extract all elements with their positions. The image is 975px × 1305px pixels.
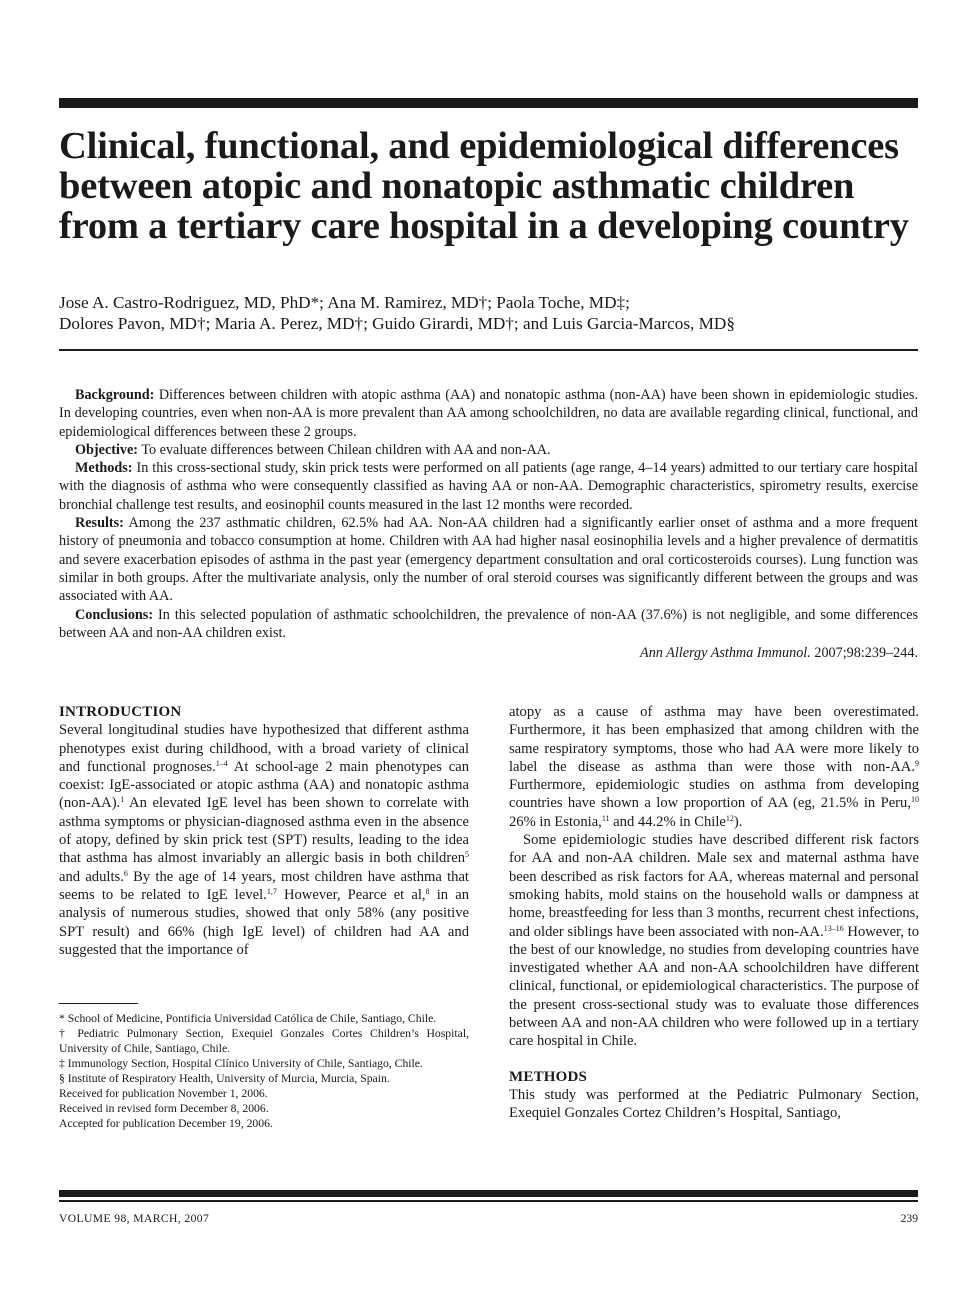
bottom-rule-thin [59,1200,918,1202]
reference: 1–4 [215,758,228,768]
text: 26% in Estonia, [509,813,602,830]
abstract-results [59,514,918,605]
footnote-affiliation: § Institute of Respiratory Health, University of Murcia, Murcia, Spain. [59,1072,390,1085]
intro-heading: INTRODUCTION [59,704,182,720]
abstract-conclusions [59,606,918,643]
footnote-affiliation: ‡ Immunology Section, Hospital Clínico University of Chile, Santiago, Chile. [59,1057,423,1070]
header-divider [59,349,918,351]
footnote-affiliation: * School of Medicine, Pontificia Universidad Católica de Chile, Santiago, Chile. [59,1012,437,1025]
left-column [59,703,469,959]
text: By the age of 14 years, most children have asthma that seems to be related to IgE level. [59,868,469,903]
reference: 13–16 [823,923,844,933]
text: However, Pearce et al, [276,886,426,903]
text: An elevated IgE level has been shown to correlate with asthma symptoms or physician-diagnosed asthma even in the absence of atopy, defined by skin prick test (SPT) results, leading to the idea that asthma has almost invariably an allergic basis in both children [59,795,469,867]
reference: 11 [601,813,610,823]
reference: 12 [725,813,734,823]
reference: 6 [123,868,128,878]
reference: 5 [465,850,469,860]
reference: 1 [120,795,125,805]
top-rule [59,98,918,108]
abstract-background [59,386,918,441]
abstract-objective [59,441,918,459]
text: and 44.2% in Chile [609,813,726,830]
volume-info: VOLUME 98, MARCH, 2007 [59,1212,210,1225]
author-list [59,292,929,334]
abstract-text: To evaluate differences between Chilean children with AA and non-AA. [141,441,551,458]
footnote-revised: Received in revised form December 8, 2006. [59,1102,269,1115]
text: Furthermore, epidemiologic studies on asthma from developing countries have shown a low proportion of AA (eg, 21.5% in Peru, [509,777,919,812]
text: atopy as a cause of asthma may have been overestimated. Furthermore, it has been emphasized that among children with the same respiratory symptoms, those who had AA were more likely to label the disease as asthma than were those with non-AA. [509,704,919,775]
text: Several longitudinal studies have hypothesized that different asthma phenotypes exist during childhood, with a broad variety of clinical and functional prognoses. [59,722,469,775]
reference: 8 [425,886,430,896]
abstract-label: Conclusions: [75,606,154,623]
footnote-accepted: Accepted for publication December 19, 2006. [59,1117,273,1130]
citation [59,644,918,662]
methods-paragraph-1: This study was performed at the Pediatric Pulmonary Section, Exequiel Gonzales Cortez Children’s Hospital, Santiago, [509,1086,919,1122]
abstract-label: Results: [75,515,124,532]
text: in an analysis of numerous studies, showed that only 58% (any positive SPT result) and 66% (high IgE level) of children had AA and suggested that the importance of [59,886,469,958]
intro-paragraph-1-continued [509,703,919,831]
article-title: Clinical, functional, and epidemiological differences between atopic and nonatopic asthmatic children from a tertiary care hospital in a developing country [59,125,909,247]
text: and adults. [59,868,124,885]
abstract-label: Methods: [75,460,133,477]
bottom-rule-thick [59,1190,918,1197]
abstract-text: Differences between children with atopic asthma (AA) and nonatopic asthma (non-AA) have been shown in epidemiologic studies. In developing countries, even when non-AA is more prevalent than AA among schoolchildren, no data are available regarding clinical, functional, and epidemiological differences between these 2 groups. [59,387,918,440]
citation-volume: 2007;98:239–244. [814,645,918,662]
author-line-2: Dolores Pavon, MD†; Maria A. Perez, MD†; Guido Girardi, MD†; and Luis Garcia-Marcos, MD§ [59,314,735,333]
author-line-1: Jose A. Castro-Rodriguez, MD, PhD*; Ana M. Ramirez, MD†; Paola Toche, MD‡; [59,293,630,312]
reference: 9 [915,758,919,768]
abstract-text: Among the 237 asthmatic children, 62.5% had AA. Non-AA children had a significantly earlier onset of asthma and a more frequent history of pneumonia and tobacco consumption at home. Children with AA had higher nasal eosinophilia levels and a higher prevalence of dermatitis and severe exacerbation episodes of asthma in the past year (emergency department consultation and oral corticosteroids courses). Lung function was similar in both groups. After the multivariate analysis, only the number of oral steroid courses was significantly different between the groups and was associated with AA. [59,515,918,605]
abstract-label: Background: [75,387,155,403]
abstract-text: In this cross-sectional study, skin prick tests were performed on all patients (age range, 4–14 years) admitted to our tertiary care hospital with the diagnosis of asthma who were consequently classified as having AA or non-AA. Demographic characteristics, spirometry results, exercise bronchial challenge test results, and eosinophil counts measured in the last 12 months were recorded. [59,460,919,513]
footnotes [59,1011,469,1131]
footnote-received: Received for publication November 1, 2006. [59,1087,268,1100]
abstract-methods [59,459,918,514]
citation-journal: Ann Allergy Asthma Immunol. [640,645,811,662]
reference: 1,7 [266,886,277,896]
abstract-label: Objective: [75,441,139,458]
text: Some epidemiologic studies have described different risk factors for AA and non-AA children. Male sex and maternal asthma have been described as risk factors for AA, whereas maternal and personal smoking habits, mold stains on the household walls or dampness at home, breastfeeding for less than 3 months, recurrent chest infections, and older siblings have been associated with non-AA. [509,832,919,940]
text: At school-age 2 main phenotypes can coexist: IgE-associated or atopic asthma (AA) and nonatopic asthma (non-AA). [59,758,469,812]
intro-paragraph-1 [59,721,469,959]
intro-paragraph-2 [509,831,919,1051]
text: However, to the best of our knowledge, no studies from developing countries have investigated whether AA and non-AA schoolchildren have different clinical, functional, or epidemiological characteristics. The purpose of the present cross-sectional study was to evaluate those differences between AA and non-AA children who were followed up in a tertiary care hospital in Chile. [509,923,919,1050]
abstract [59,386,918,662]
page-number: 239 [900,1212,918,1225]
methods-heading: METHODS [509,1068,588,1085]
footnote-affiliation: † Pediatric Pulmonary Section, Exequiel Gonzales Cortes Children’s Hospital, University of Chile, Santiago, Chile. [59,1027,469,1055]
abstract-text: In this selected population of asthmatic schoolchildren, the prevalence of non-AA (37.6%) is not negligible, and some differences between AA and non-AA children exist. [59,606,919,641]
footnote-rule [59,1003,138,1004]
reference: 10 [911,795,919,805]
text: ). [733,813,743,830]
right-column [509,703,919,1123]
